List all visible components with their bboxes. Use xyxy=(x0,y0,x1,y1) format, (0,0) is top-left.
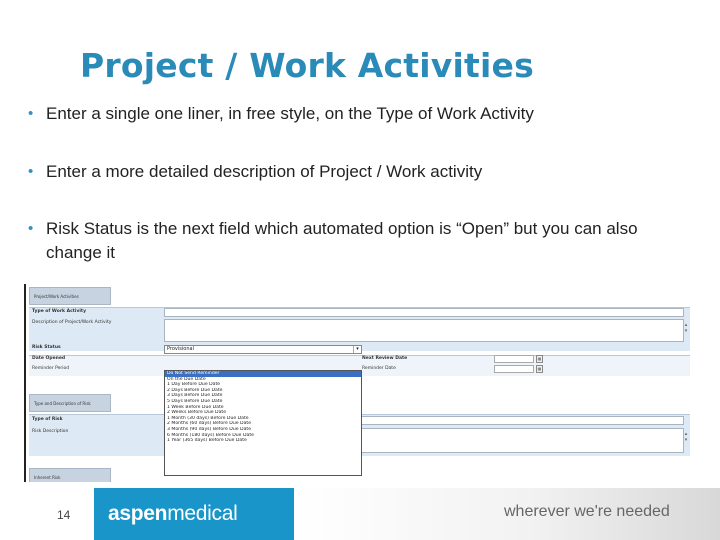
reminder-date-input[interactable] xyxy=(494,365,534,373)
risk-status-select[interactable] xyxy=(164,345,362,354)
aspen-medical-logo xyxy=(94,488,294,540)
calendar-icon[interactable]: ▦ xyxy=(537,356,542,361)
reminder-option[interactable]: On the Due Date xyxy=(167,376,206,382)
section-header-risk: Type and Description of Risk xyxy=(29,394,111,412)
reminder-option[interactable]: 3 Months (90 days) Before Due Date xyxy=(167,426,252,432)
bullet-icon: • xyxy=(28,220,34,237)
chevron-down-icon[interactable]: ▾ xyxy=(353,346,361,353)
type-of-work-label: Type of Work Activity xyxy=(32,309,87,314)
bullet-icon: • xyxy=(28,163,34,180)
description-scroll-icon[interactable]: ▴ ▾ xyxy=(684,322,688,334)
description-textarea[interactable] xyxy=(164,319,684,342)
reminder-period-label: Reminder Period xyxy=(32,366,70,371)
logo-text: aspenmedical xyxy=(108,502,238,525)
risk-description-label: Risk Description xyxy=(32,429,69,434)
reminder-option[interactable]: 1 Week Before Due Date xyxy=(167,404,224,410)
section-header-project: Project/Work Activities xyxy=(29,287,111,305)
type-of-risk-label: Type of Risk xyxy=(32,417,63,422)
description-label: Description of Project/Work Activity xyxy=(32,320,112,325)
calendar-icon[interactable]: ▦ xyxy=(537,366,542,371)
next-review-input[interactable] xyxy=(494,355,534,363)
reminder-option[interactable]: 5 Days Before Due Date xyxy=(167,398,223,404)
risk-status-label: Risk Status xyxy=(32,345,61,350)
reminder-option[interactable]: 1 Day Before Due Date xyxy=(167,382,221,388)
bullet-text: Enter a more detailed description of Project / Work activity xyxy=(46,162,483,181)
reminder-option[interactable]: 2 Months (60 days) Before Due Date xyxy=(167,421,252,427)
bullet-text: Enter a single one liner, in free style, on the Type of Work Activity xyxy=(46,104,534,123)
date-opened-label: Date Opened xyxy=(32,356,66,361)
tagline: wherever we're needed xyxy=(504,503,670,520)
reminder-option[interactable]: 2 Days Before Due Date xyxy=(167,387,223,393)
bullet-icon: • xyxy=(28,105,34,122)
risk-description-scroll-icon[interactable]: ▴ ▾ xyxy=(684,431,688,443)
reminder-date-label: Reminder Date xyxy=(362,366,396,371)
type-of-work-input[interactable] xyxy=(164,308,684,317)
reminder-option[interactable]: 3 Days Before Due Date xyxy=(167,393,223,399)
reminder-option[interactable]: Do Not Send Reminder xyxy=(165,371,361,377)
form-screenshot xyxy=(24,284,690,482)
slide-title: Project / Work Activities xyxy=(80,46,534,85)
risk-status-value: Provisional xyxy=(167,346,194,352)
reminder-options-list[interactable] xyxy=(164,370,362,476)
page-number: 14 xyxy=(57,508,71,522)
reminder-option[interactable]: 1 Month (30 days) Before Due Date xyxy=(167,415,249,421)
reminder-option[interactable]: 1 Year (365 days) Before Due Date xyxy=(167,438,247,444)
section-header-inherent: Inherent Risk xyxy=(29,468,111,482)
reminder-option[interactable]: 2 Weeks Before Due Date xyxy=(167,410,227,416)
next-review-label: Next Review Date xyxy=(362,356,408,361)
reminder-option[interactable]: 6 Months (180 days) Before Due Date xyxy=(167,432,254,438)
bullet-text: Risk Status is the next field which automated option is “Open” but you can also change it xyxy=(46,219,638,262)
